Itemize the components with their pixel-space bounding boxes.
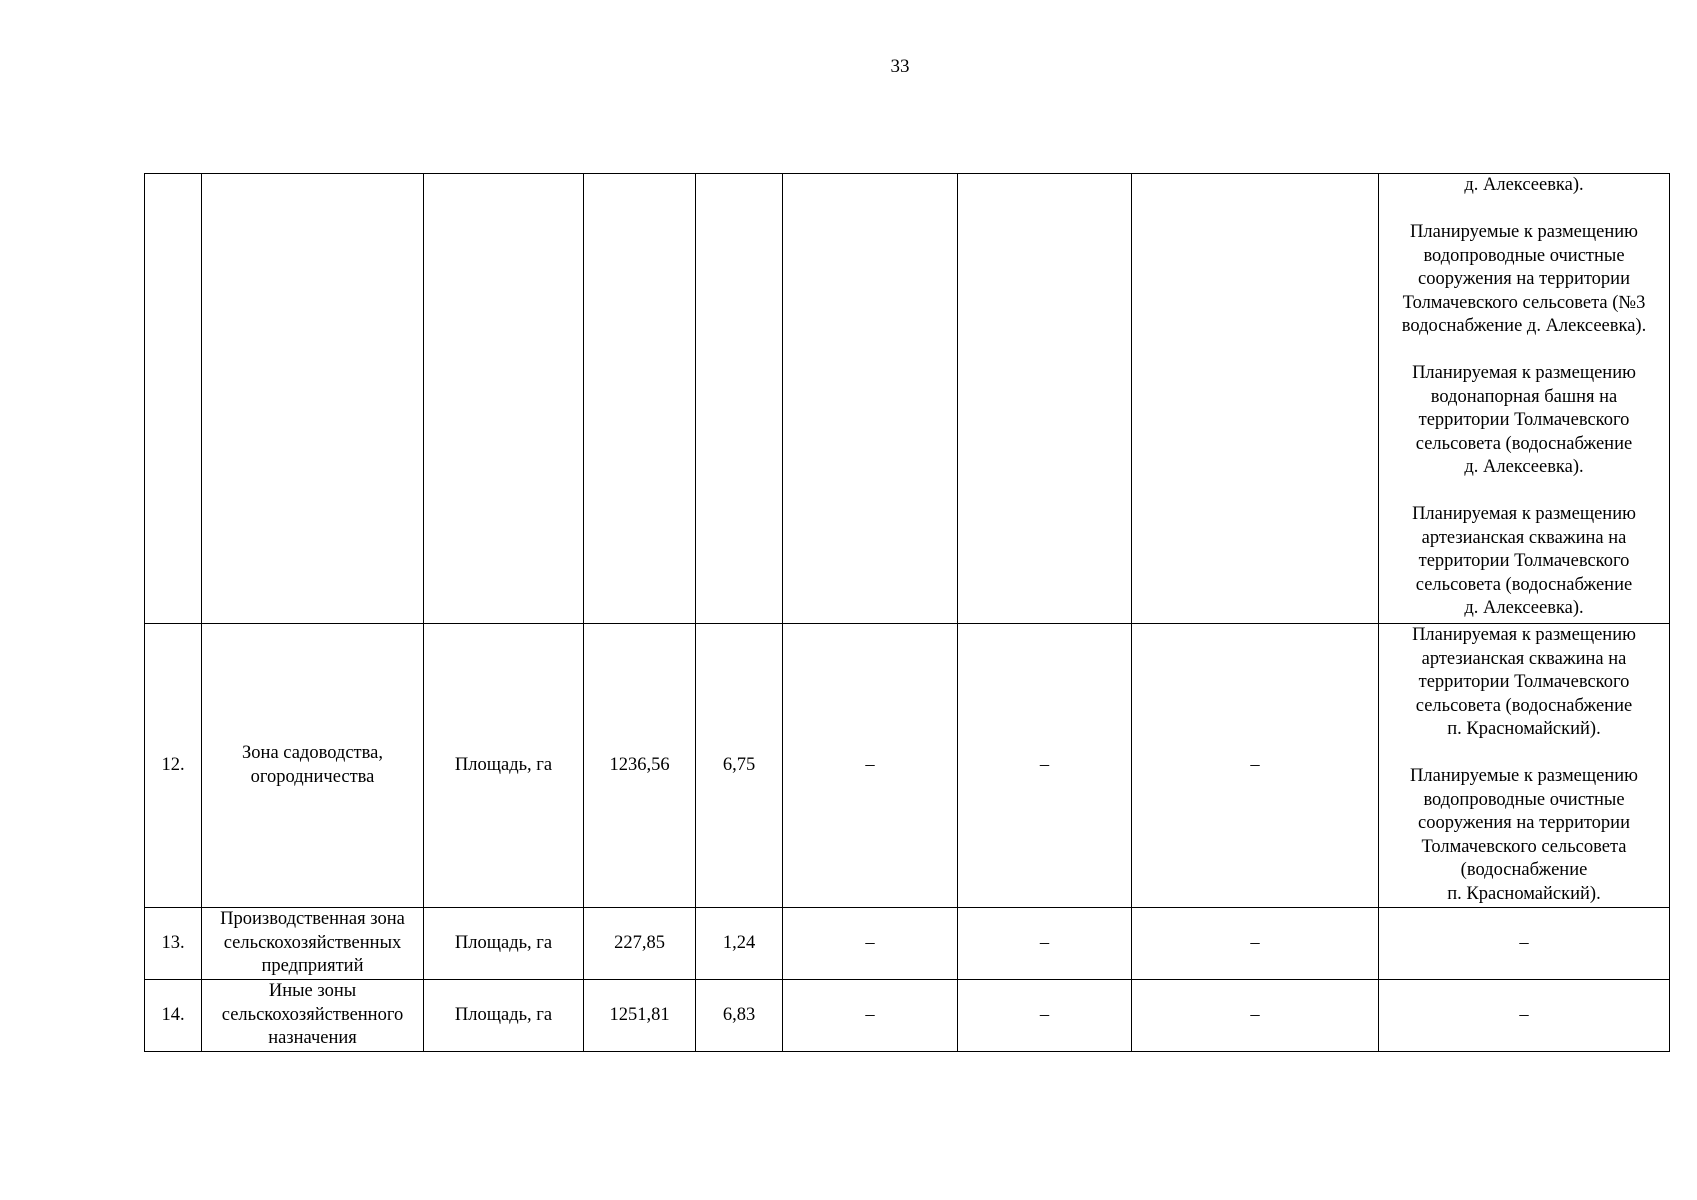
cell-col7: – xyxy=(958,908,1132,980)
note-text: Планируемые к размещению водопроводные очистные сооружения на территории Толмачевского сельсовета (№3 водоснабжение д. Алексеевка). xyxy=(1401,222,1647,336)
cell-col6: – xyxy=(783,980,958,1052)
cell-num: 14. xyxy=(145,980,202,1052)
cell-zone: Производственная зона сельскохозяйственных предприятий xyxy=(202,908,424,980)
cell-num: 13. xyxy=(145,908,202,980)
cell-col7: – xyxy=(958,624,1132,908)
cell-parameter: Площадь, га xyxy=(424,908,584,980)
cell-num: 12. xyxy=(145,624,202,908)
cell-col6: – xyxy=(783,624,958,908)
cell-value: 1251,81 xyxy=(584,980,696,1052)
cell-percent: 6,75 xyxy=(696,624,783,908)
note-text: – xyxy=(1519,932,1529,953)
cell-value: 1236,56 xyxy=(584,624,696,908)
cell-percent xyxy=(696,174,783,624)
cell-parameter xyxy=(424,174,584,624)
note-text: Планируемая к размещению водонапорная башня на территории Толмачевского сельсовета (водоснабжение д. Алексеевка). xyxy=(1412,363,1636,477)
cell-zone: Иные зоны сельскохозяйственного назначения xyxy=(202,980,424,1052)
cell-notes xyxy=(1379,624,1670,908)
cell-col7: – xyxy=(958,980,1132,1052)
cell-num xyxy=(145,174,202,624)
table-row xyxy=(145,174,1670,624)
cell-parameter: Площадь, га xyxy=(424,624,584,908)
cell-zone: Зона садоводства, огородничества xyxy=(202,624,424,908)
cell-col6: – xyxy=(783,908,958,980)
cell-value: 227,85 xyxy=(584,908,696,980)
cell-notes xyxy=(1379,174,1670,624)
cell-percent: 1,24 xyxy=(696,908,783,980)
cell-notes xyxy=(1379,980,1670,1052)
zones-table xyxy=(144,173,1670,1052)
cell-col8: – xyxy=(1132,624,1379,908)
cell-value xyxy=(584,174,696,624)
cell-zone xyxy=(202,174,424,624)
table-row xyxy=(145,908,1670,980)
page-number: 33 xyxy=(890,56,910,77)
note-text: Планируемые к размещению водопроводные очистные сооружения на территории Толмачевского сельсовета (водоснабжение п. Красномайский). xyxy=(1410,766,1638,904)
cell-col7 xyxy=(958,174,1132,624)
cell-col8: – xyxy=(1132,908,1379,980)
cell-parameter: Площадь, га xyxy=(424,980,584,1052)
cell-percent: 6,83 xyxy=(696,980,783,1052)
note-text: Планируемая к размещению артезианская скважина на территории Толмачевского сельсовета (водоснабжение д. Алексеевка). xyxy=(1412,504,1636,618)
table-row xyxy=(145,980,1670,1052)
cell-notes xyxy=(1379,908,1670,980)
cell-col8: – xyxy=(1132,980,1379,1052)
cell-col6 xyxy=(783,174,958,624)
table-row xyxy=(145,624,1670,908)
cell-col8 xyxy=(1132,174,1379,624)
note-text: – xyxy=(1519,1004,1529,1025)
note-text: д. Алексеевка). xyxy=(1464,175,1584,195)
note-text: Планируемая к размещению артезианская скважина на территории Толмачевского сельсовета (водоснабжение п. Красномайский). xyxy=(1412,625,1636,739)
